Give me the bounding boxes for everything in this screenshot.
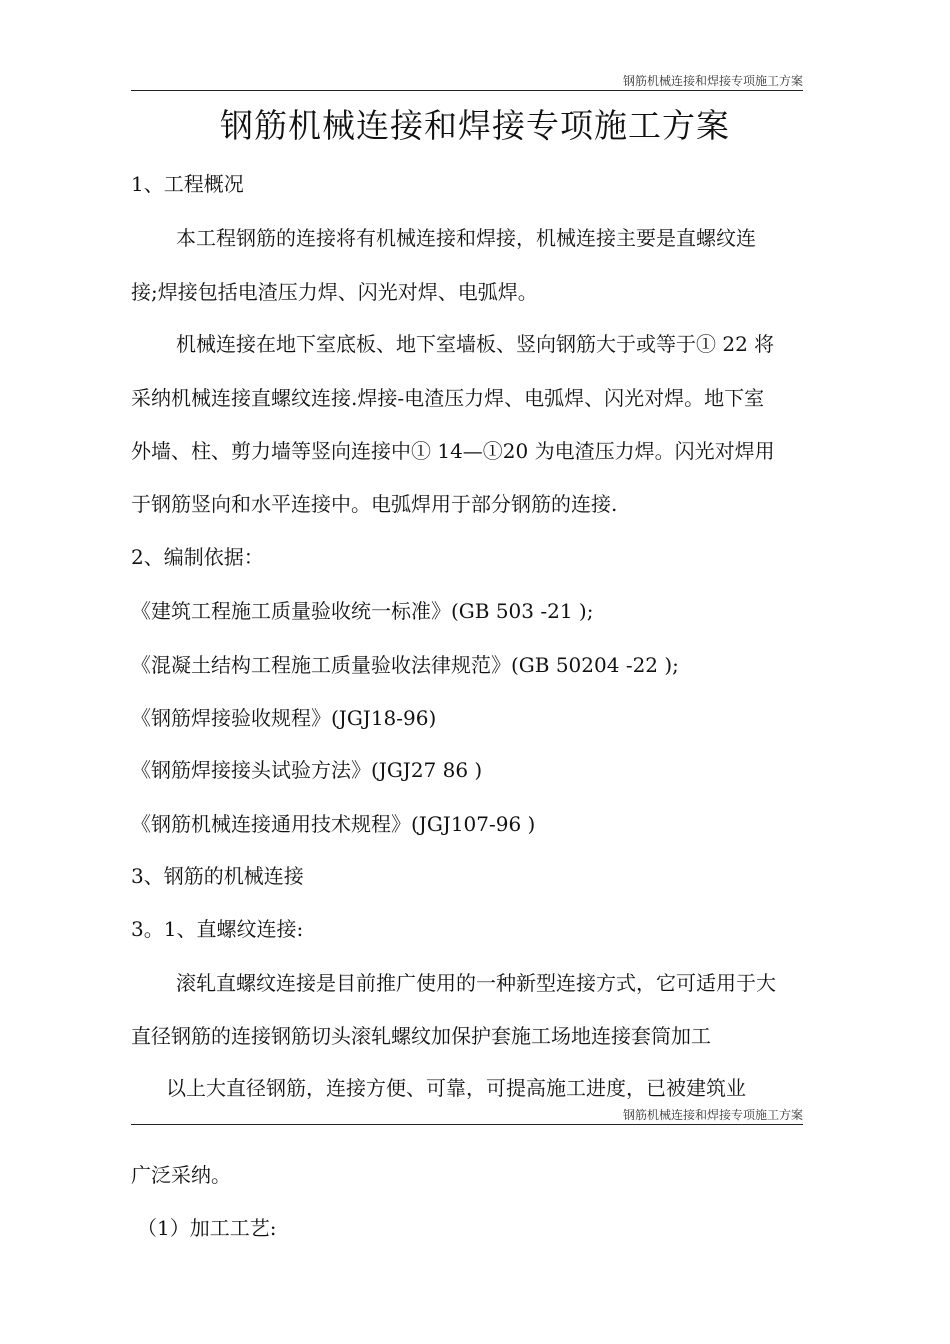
reference-item: 《混凝土结构工程施工质量验收法律规范》(GB 50204 -22 ); <box>131 653 679 677</box>
running-header-top: 钢筋机械连接和焊接专项施工方案 <box>131 74 803 91</box>
running-header-page-2: 钢筋机械连接和焊接专项施工方案 <box>131 1108 803 1125</box>
reference-item: 《钢筋焊接接头试验方法》(JGJ27 86 ) <box>131 758 483 782</box>
subsection-item: （1）加工工艺: <box>137 1216 277 1240</box>
paragraph-line: 滚轧直螺纹连接是目前推广使用的一种新型连接方式，它可适用于大 <box>176 971 776 995</box>
reference-item: 《钢筋焊接验收规程》(JGJ18-96) <box>131 706 437 730</box>
paragraph-line: 以上大直径钢筋，连接方便、可靠，可提高施工进度，已被建筑业 <box>166 1076 746 1100</box>
paragraph-line: 直径钢筋的连接钢筋切头滚轧螺纹加保护套施工场地连接套筒加工 <box>131 1024 711 1048</box>
reference-item: 《钢筋机械连接通用技术规程》(JGJ107-96 ) <box>131 812 536 836</box>
reference-item: 《建筑工程施工质量验收统一标准》(GB 503 -21 ); <box>131 599 594 623</box>
section-heading-2: 2、编制依据： <box>131 545 264 569</box>
paragraph-line: 于钢筋竖向和水平连接中。电弧焊用于部分钢筋的连接. <box>131 492 618 516</box>
paragraph-line: 本工程钢筋的连接将有机械连接和焊接，机械连接主要是直螺纹连 <box>176 226 756 250</box>
page-title: 钢筋机械连接和焊接专项施工方案 <box>220 106 730 145</box>
paragraph-line: 接;焊接包括电渣压力焊、闪光对焊、电弧焊。 <box>131 280 538 304</box>
paragraph-line: 外墙、柱、剪力墙等竖向连接中① 14—①20 为电渣压力焊。闪光对焊用 <box>131 439 775 463</box>
paragraph-line: 机械连接在地下室底板、地下室墙板、竖向钢筋大于或等于① 22 将 <box>176 332 775 356</box>
subsection-heading-3-1: 3。1、直螺纹连接: <box>131 917 304 941</box>
section-heading-1: 1、工程概况 <box>131 172 244 196</box>
section-heading-3: 3、钢筋的机械连接 <box>131 864 304 888</box>
paragraph-line: 广泛采纳。 <box>131 1163 231 1187</box>
paragraph-line: 采纳机械连接直螺纹连接.焊接-电渣压力焊、电弧焊、闪光对焊。地下室 <box>131 386 765 410</box>
